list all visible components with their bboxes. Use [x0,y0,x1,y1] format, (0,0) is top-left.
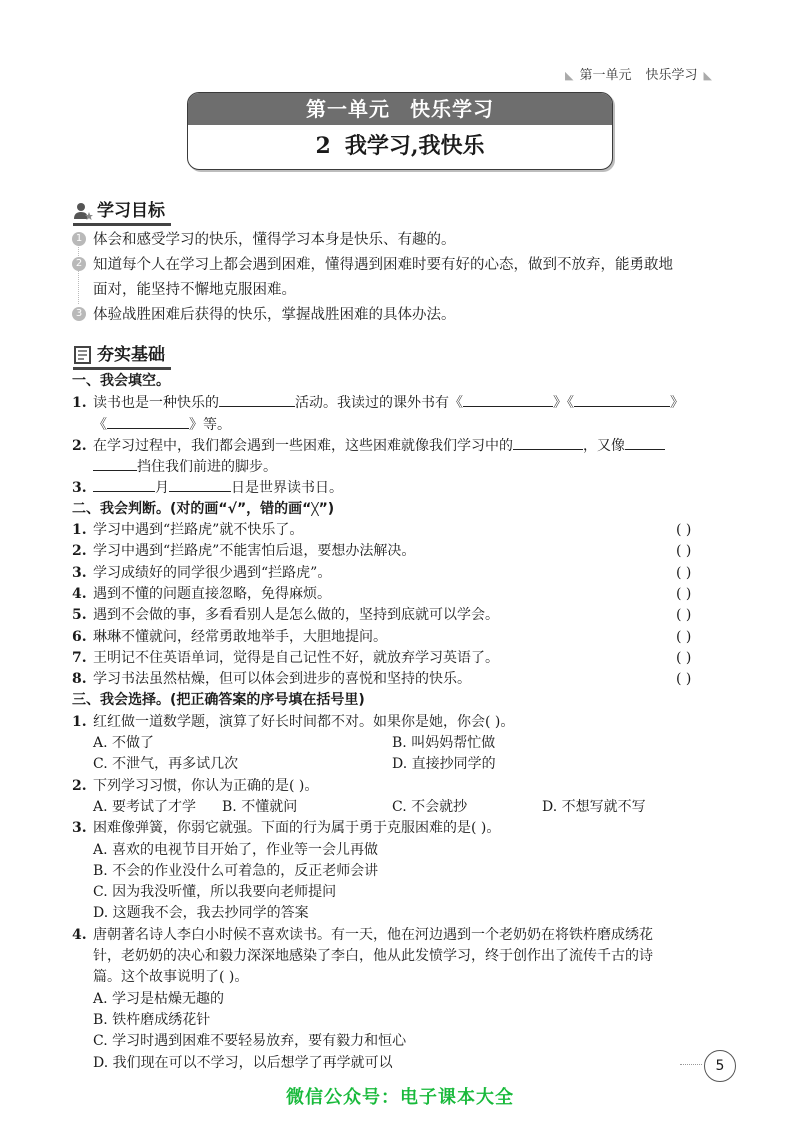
goal-item [72,253,732,303]
question-text: 日是世界读书日。 [231,480,343,497]
question-number: 8. [72,671,87,688]
unit-title-box [187,92,613,170]
judge-item [72,520,732,541]
fill-question [72,477,732,498]
page-number-connector [680,1064,702,1065]
question-text: 》《 [553,395,574,412]
question-number: 7. [72,649,87,666]
basics-heading [73,340,165,365]
choice-option[interactable]: C. 学习时遇到困难不要轻易放弃，要有毅力和恒心 [93,1033,407,1050]
answer-blank[interactable] [463,392,553,407]
judge-item [72,627,732,648]
question-text: 读书也是一种快乐的 [93,395,219,412]
answer-paren[interactable]: ( ) [676,522,692,539]
running-header-topic: 快乐学习 [645,68,698,83]
choice-stem [72,925,732,946]
choice-option[interactable]: B. 铁杵磨成绣花针 [93,1011,211,1028]
question-number: 2. [72,543,87,560]
unit-topic: 快乐学习 [410,97,494,121]
question-text: ，又像 [583,437,625,454]
goal-text: 体验战胜困难后获得的快乐，掌握战胜困难的具体办法。 [93,307,456,323]
question-text: 遇到不会做的事，多看看别人是怎么做的，坚持到底就可以学会。 [93,607,499,624]
choice-option[interactable]: C. 不泄气，再多试几次 [93,756,239,773]
choice-option[interactable]: D. 这题我不会，我去抄同学的答案 [93,905,309,922]
basics-heading-text: 夯实基础 [97,345,165,365]
choice-heading: 三、我会选择。(把正确答案的序号填在括号里) [72,692,365,709]
answer-blank[interactable] [169,477,231,492]
judge-item [72,584,732,605]
question-number: 3. [72,480,87,497]
question-number: 2. [72,437,87,454]
choice-option[interactable]: C. 不会就抄 [392,798,468,815]
answer-paren[interactable]: ( ) [676,607,692,624]
choice-stem [72,818,732,839]
answer-paren[interactable]: ( ) [676,543,692,560]
fill-question [72,435,732,456]
question-text: 学习中遇到“拦路虎”不能害怕后退，要想办法解决。 [93,543,416,560]
question-text: 篇。这个故事说明了( )。 [93,969,249,986]
goal-text: 体会和感受学习的快乐，懂得学习本身是快乐、有趣的。 [93,232,456,248]
running-header [559,64,718,83]
answer-paren[interactable]: ( ) [676,671,692,688]
judge-heading [72,499,732,520]
question-number: 2. [72,777,87,794]
goal-text: 面对，能坚持不懈地克服困难。 [93,282,296,298]
choice-option[interactable]: D. 不想写就不写 [542,798,646,815]
fill-question-cont [72,456,732,477]
judge-item [72,648,732,669]
question-text: 》等。 [189,416,231,433]
question-text: 遇到不懂的问题直接忽略，免得麻烦。 [93,585,331,602]
heading-underline [73,367,171,370]
unit-label: 第一单元 [306,97,390,121]
question-text: 王明记不住英语单词，觉得是自己记性不好，就放弃学习英语了。 [93,649,499,666]
question-text: 学习书法虽然枯燥，但可以体会到进步的喜悦和坚持的快乐。 [93,671,471,688]
cross-mark-icon: ╳ [311,501,319,516]
question-number: 1. [72,522,87,539]
choice-option[interactable]: B. 叫妈妈帮忙做 [392,735,496,752]
check-mark-icon: √ [227,500,237,517]
question-number: 3. [72,564,87,581]
choice-options-row [72,733,732,754]
heading-underline [73,223,171,226]
answer-paren[interactable]: ( ) [676,564,692,581]
fill-question [72,392,732,413]
judge-item [72,541,732,562]
goal-number: 1 [72,232,86,246]
question-number: 6. [72,628,87,645]
judge-heading-text: ”，错的画“ [236,500,312,517]
question-text: 针，老奶奶的决心和毅力深深地感染了李白，他从此发愤学习，终于创作出了流传千古的诗 [93,948,653,965]
answer-blank[interactable] [625,435,665,450]
answer-blank[interactable] [574,392,670,407]
goal-item [72,303,732,328]
question-text: 月 [155,480,169,497]
page-number: 5 [704,1050,736,1082]
choice-option[interactable]: D. 我们现在可以不学习，以后想学了再学就可以 [93,1054,393,1071]
goals-list [72,228,732,328]
goals-heading [73,196,165,221]
question-text: 下列学习习惯，你认为正确的是( )。 [93,777,319,794]
unit-title-band [188,93,612,125]
answer-blank[interactable] [93,477,155,492]
choice-option[interactable]: B. 不会的作业没什么可着急的，反正老师会讲 [93,862,379,879]
question-text: 挡住我们前进的脚步。 [137,459,277,476]
question-text: 唐朝著名诗人李白小时候不喜欢读书。有一天，他在河边遇到一个老奶奶在将铁杵磨成绣花 [93,926,653,943]
goals-heading-text: 学习目标 [97,201,165,221]
goal-number: 2 [72,257,86,271]
answer-blank[interactable] [513,435,583,450]
goal-item [72,228,732,253]
answer-paren[interactable]: ( ) [676,649,692,666]
choice-option[interactable]: A. 学习是枯燥无趣的 [93,990,225,1007]
triangle-icon: ◣ [565,69,574,82]
fill-heading: 一、我会填空。 [72,373,170,389]
lesson-title-text: 我学习,我快乐 [344,133,485,159]
question-number: 4. [72,585,87,602]
answer-blank[interactable] [93,456,137,471]
question-number: 5. [72,607,87,624]
choice-option[interactable]: B. 不懂就问 [222,798,298,815]
person-star-icon [73,201,93,221]
judge-heading-text: 二、我会判断。(对的画“ [72,500,228,517]
answer-blank[interactable] [107,414,189,429]
answer-paren[interactable]: ( ) [676,628,692,645]
answer-blank[interactable] [219,392,295,407]
goal-text: 知道每个人在学习上都会遇到困难，懂得遇到困难时要有好的心态，做到不放弃，能勇敢地 [93,257,673,273]
choice-option[interactable]: A. 喜欢的电视节目开始了，作业等一会儿再做 [93,841,379,858]
question-text: 在学习过程中，我们都会遇到一些困难，这些困难就像我们学习中的 [93,437,513,454]
notebook-icon [73,345,93,365]
goal-number: 3 [72,307,86,321]
choice-option[interactable]: C. 因为我没听懂，所以我要向老师提问 [93,884,337,901]
lesson-title [188,125,612,167]
question-text: 活动。我读过的课外书有《 [295,395,463,412]
judge-heading-text: ”) [318,500,335,517]
choice-options-row [72,754,732,775]
question-text: 学习中遇到“拦路虎”就不快乐了。 [93,522,304,539]
choice-stem [72,776,732,797]
question-text: 琳琳不懂就问，经常勇敢地举手，大胆地提问。 [93,628,387,645]
judge-item [72,563,732,584]
lesson-number: 2 [315,133,331,159]
choice-option[interactable]: A. 不做了 [93,735,155,752]
fill-question-cont [72,414,732,435]
question-text: 红红做一道数学题，演算了好长时间都不对。如果你是她，你会( )。 [93,713,515,730]
question-number: 3. [72,820,87,837]
exercises [72,371,732,1074]
choice-option[interactable]: A. 要考试了才学 [93,798,197,815]
choice-option[interactable]: D. 直接抄同学的 [392,756,496,773]
judge-item [72,669,732,690]
answer-paren[interactable]: ( ) [676,585,692,602]
watermark: 微信公众号：电子课本大全 [286,1087,514,1108]
question-text: 学习成绩好的同学很少遇到“拦路虎”。 [93,564,332,581]
question-text: 《 [93,416,107,433]
question-text: 困难像弹簧，你弱它就强。下面的行为属于勇于克服困难的是( )。 [93,820,501,837]
question-number: 4. [72,926,87,943]
judge-item [72,605,732,626]
choice-options-row [72,797,732,818]
triangle-icon: ◣ [703,69,712,82]
question-number: 1. [72,713,87,730]
running-header-unit: 第一单元 [579,68,632,83]
question-number: 1. [72,395,87,412]
question-text: 》 [670,395,684,412]
choice-stem [72,712,732,733]
